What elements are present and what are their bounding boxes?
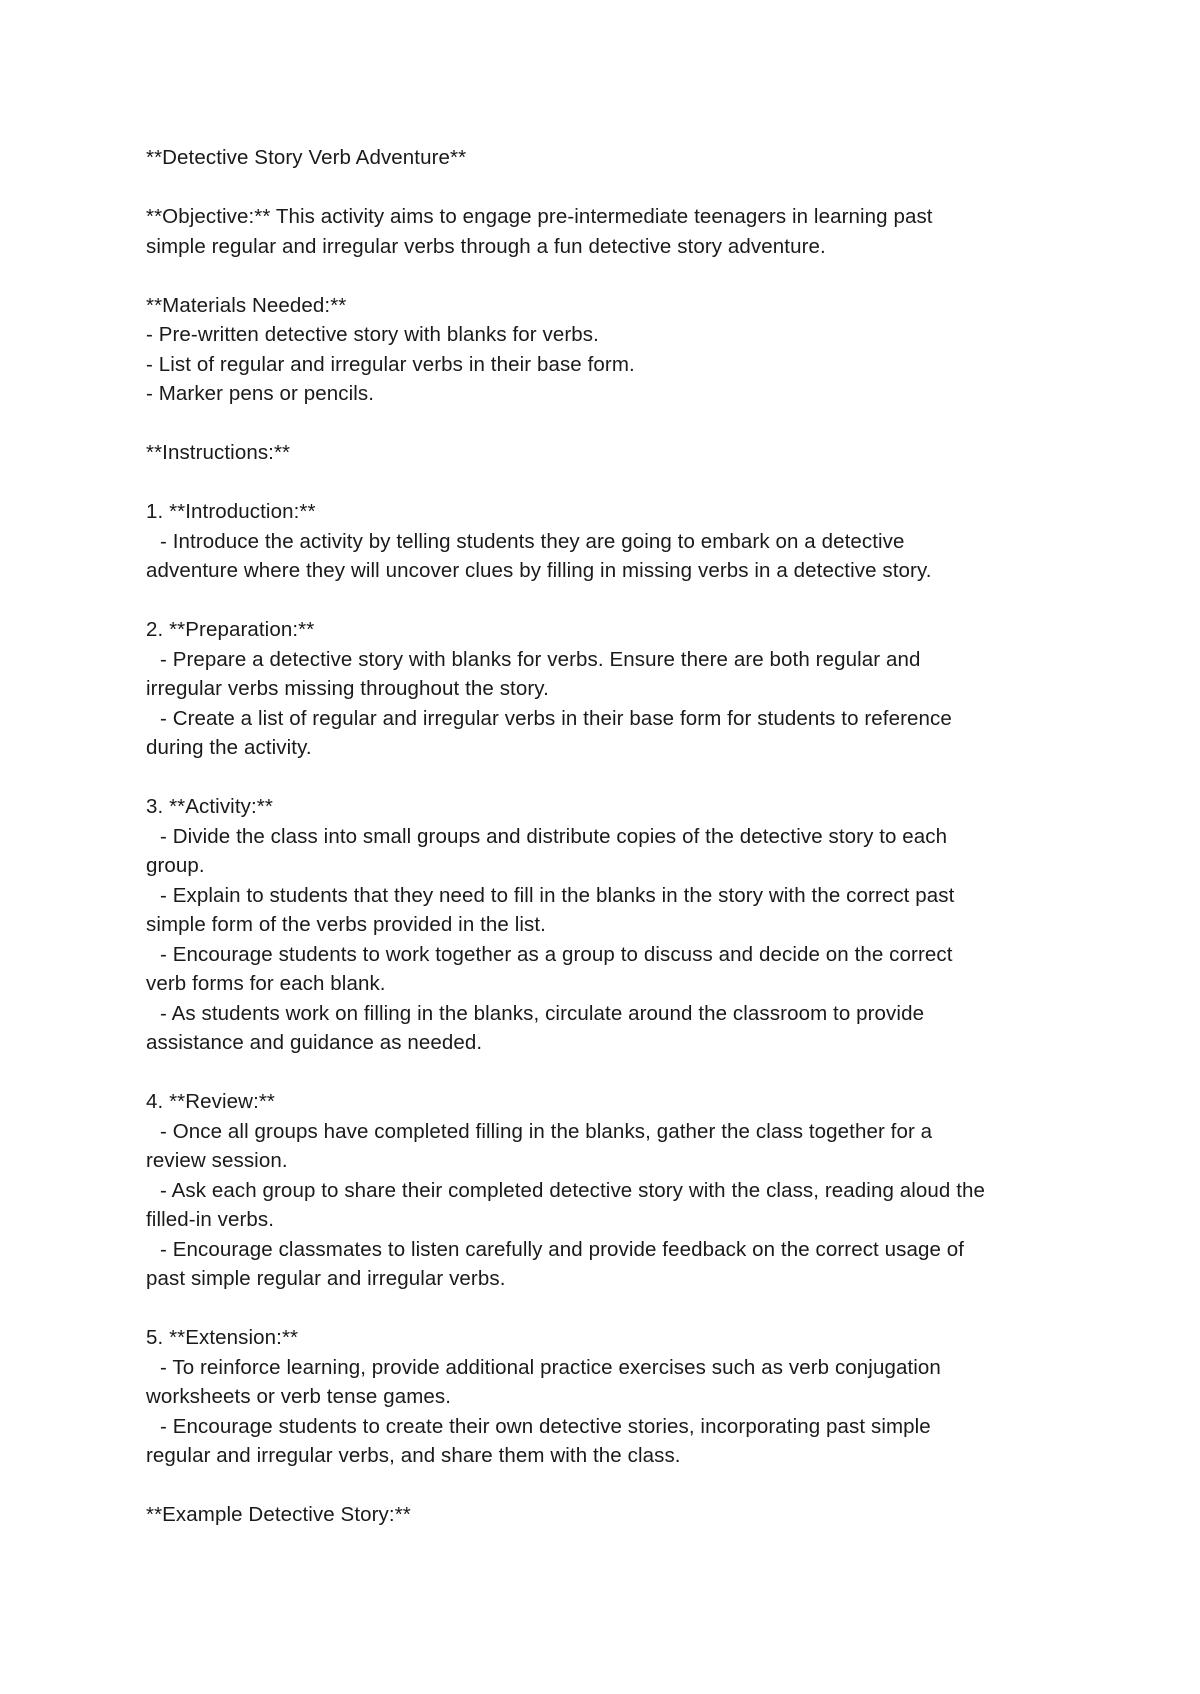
step-line: review session. xyxy=(146,1149,288,1172)
spacer xyxy=(146,173,1100,203)
step-line: during the activity. xyxy=(146,736,312,759)
step-line: simple form of the verbs provided in the list. xyxy=(146,913,546,936)
step-line: verb forms for each blank. xyxy=(146,972,386,995)
step-heading: 2. **Preparation:** xyxy=(146,618,315,641)
spacer xyxy=(146,1294,1100,1324)
step-line: group. xyxy=(146,854,205,877)
step-line: - Ask each group to share their completed detective story with the class, reading aloud the xyxy=(160,1178,985,1202)
objective-line: simple regular and irregular verbs through a fun detective story adventure. xyxy=(146,234,826,258)
step-line: adventure where they will uncover clues by filling in missing verbs in a detective story. xyxy=(146,559,932,582)
document-title: **Detective Story Verb Adventure** xyxy=(146,146,467,169)
step-line: - Prepare a detective story with blanks for verbs. Ensure there are both regular and xyxy=(160,647,921,671)
spacer xyxy=(146,1058,1100,1088)
instructions-heading: **Instructions:** xyxy=(146,441,291,464)
spacer xyxy=(146,261,1100,291)
spacer xyxy=(146,1471,1100,1501)
step-line: filled-in verbs. xyxy=(146,1208,275,1231)
step-line: - To reinforce learning, provide additional practice exercises such as verb conjugation xyxy=(160,1355,941,1379)
step-line: assistance and guidance as needed. xyxy=(146,1031,483,1054)
step-heading: 3. **Activity:** xyxy=(146,795,273,818)
step-heading: 4. **Review:** xyxy=(146,1090,276,1113)
instruction-steps xyxy=(146,497,1100,1500)
step-line: - Encourage students to work together as a group to discuss and decide on the correct xyxy=(160,942,953,966)
step-line: - Create a list of regular and irregular verbs in their base form for students to reference xyxy=(160,706,952,730)
example-heading: **Example Detective Story:** xyxy=(146,1503,411,1526)
materials-heading: **Materials Needed:** xyxy=(146,293,347,317)
step-line: irregular verbs missing throughout the story. xyxy=(146,677,549,700)
step-line: regular and irregular verbs, and share them with the class. xyxy=(146,1444,681,1467)
spacer xyxy=(146,763,1100,793)
step-line: worksheets or verb tense games. xyxy=(146,1385,452,1408)
spacer xyxy=(146,409,1100,439)
materials-item: - Pre-written detective story with blanks for verbs. xyxy=(146,323,599,346)
materials-item: - List of regular and irregular verbs in their base form. xyxy=(146,352,635,376)
spacer xyxy=(146,468,1100,498)
spacer xyxy=(146,586,1100,616)
step-line: past simple regular and irregular verbs. xyxy=(146,1267,506,1290)
step-heading: 5. **Extension:** xyxy=(146,1326,299,1349)
step-line: - As students work on filling in the blanks, circulate around the classroom to provide xyxy=(160,1001,925,1025)
step-line: - Encourage students to create their own detective stories, incorporating past simple xyxy=(160,1414,931,1438)
step-line: - Introduce the activity by telling students they are going to embark on a detective xyxy=(160,529,905,553)
step-line: - Once all groups have completed filling in the blanks, gather the class together for a xyxy=(160,1119,933,1143)
objective-line: **Objective:** This activity aims to engage pre-intermediate teenagers in learning past xyxy=(146,205,933,228)
materials-item: - Marker pens or pencils. xyxy=(146,382,375,405)
step-line: - Encourage classmates to listen carefully and provide feedback on the correct usage of xyxy=(160,1237,965,1261)
step-heading: 1. **Introduction:** xyxy=(146,500,316,523)
step-line: - Explain to students that they need to fill in the blanks in the story with the correct past xyxy=(160,883,955,907)
step-line: - Divide the class into small groups and distribute copies of the detective story to each xyxy=(160,824,948,848)
